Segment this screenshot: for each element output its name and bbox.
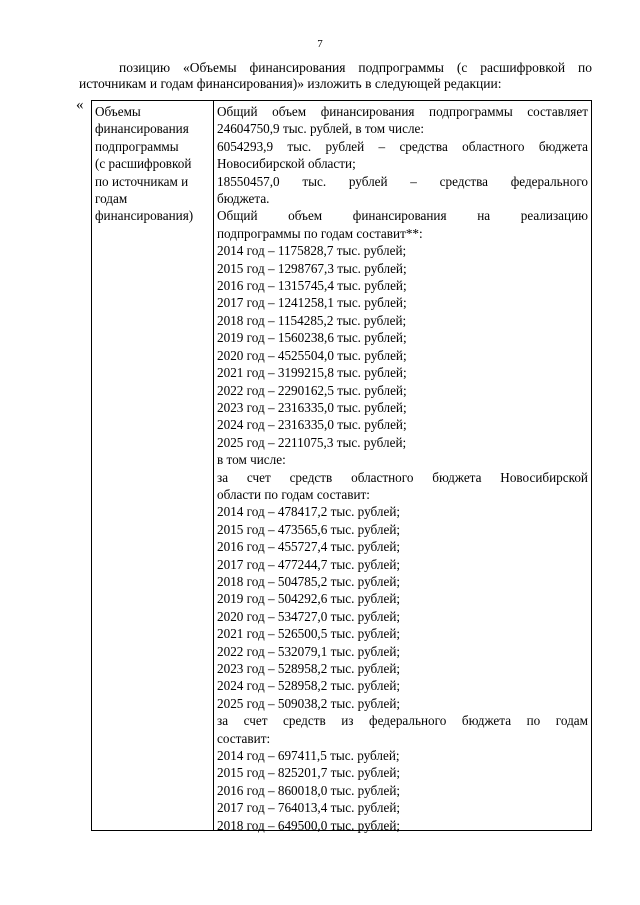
total-years-list [217, 242, 588, 451]
regional-line-1: 6054293,9 тыс. рублей – средства областного бюджета [217, 138, 588, 154]
federal-heading-line-1: за счет средств из федерального бюджета по годам [217, 713, 588, 729]
regional-heading-line-2: области по годам составит: [217, 486, 370, 502]
federal-year-item: 2015 год – 825201,7 тыс. рублей; [217, 765, 401, 781]
total-year-item: 2020 год – 4525504,0 тыс. рублей; [217, 347, 407, 363]
federal-line-2: бюджета. [217, 191, 270, 207]
table-left-cell [92, 101, 214, 830]
regional-year-item: 2015 год – 473565,6 тыс. рублей; [217, 521, 401, 537]
federal-heading-line-2: составит: [217, 730, 271, 746]
by-years-line-2: подпрограммы по годам составит**: [217, 225, 423, 241]
left-cell-line: (с расшифровкой [95, 156, 192, 172]
regional-year-item: 2016 год – 455727,4 тыс. рублей; [217, 539, 401, 555]
federal-year-item: 2016 год – 860018,0 тыс. рублей; [217, 782, 401, 798]
intro-paragraph: позицию «Объемы финансирования подпрограммы (с расшифровкой по источникам и годам финансирования)» изложить в следующей редакции: [79, 60, 592, 91]
total-year-item: 2019 год – 1560238,6 тыс. рублей; [217, 330, 407, 346]
federal-year-item: 2018 год – 649500,0 тыс. рублей; [217, 817, 401, 833]
regional-year-item: 2020 год – 534727,0 тыс. рублей; [217, 608, 401, 624]
regional-year-item: 2019 год – 504292,6 тыс. рублей; [217, 591, 401, 607]
by-years-line-1: Общий объем финансирования на реализацию [217, 208, 588, 224]
total-year-item: 2017 год – 1241258,1 тыс. рублей; [217, 295, 407, 311]
regional-year-item: 2023 год – 528958,2 тыс. рублей; [217, 661, 401, 676]
federal-year-item: 2017 год – 764013,4 тыс. рублей; [217, 800, 401, 816]
total-line-1: Общий объем финансирования подпрограммы составляет [217, 104, 588, 119]
regional-years-list [217, 503, 588, 712]
regional-year-item: 2018 год – 504785,2 тыс. рублей; [217, 573, 401, 589]
total-line-2: 24604750,9 тыс. рублей, в том числе: [217, 121, 425, 137]
regional-year-item: 2025 год – 509038,2 тыс. рублей; [217, 695, 401, 711]
total-year-item: 2024 год – 2316335,0 тыс. рублей; [217, 417, 407, 433]
total-year-item: 2015 год – 1298767,3 тыс. рублей; [217, 260, 407, 276]
left-cell-line: годам [95, 191, 128, 207]
left-cell-line: по источникам и [95, 173, 189, 189]
total-year-item: 2016 год – 1315745,4 тыс. рублей; [217, 278, 407, 294]
left-cell-line: финансирования [95, 121, 189, 137]
total-year-item: 2022 год – 2290162,5 тыс. рублей; [217, 382, 407, 398]
including-label: в том числе: [217, 452, 286, 468]
federal-year-item: 2014 год – 697411,5 тыс. рублей; [217, 748, 400, 764]
regional-year-item: 2014 год – 478417,2 тыс. рублей; [217, 504, 401, 520]
regional-line-2: Новосибирской области; [217, 156, 356, 172]
regional-heading-line-1: за счет средств областного бюджета Новосибирской [217, 469, 588, 485]
table-right-cell [214, 101, 591, 833]
total-year-item: 2018 год – 1154285,2 тыс. рублей; [217, 312, 407, 328]
federal-years-list [217, 747, 588, 834]
left-cell-line: финансирования) [95, 208, 194, 224]
regional-year-item: 2022 год – 532079,1 тыс. рублей; [217, 643, 401, 659]
page-number: 7 [317, 38, 323, 50]
federal-line-1: 18550457,0 тыс. рублей – средства федерального [217, 173, 588, 189]
total-year-item: 2014 год – 1175828,7 тыс. рублей; [217, 243, 407, 259]
total-year-item: 2023 год – 2316335,0 тыс. рублей; [217, 399, 407, 415]
regional-year-item: 2024 год – 528958,2 тыс. рублей; [217, 678, 401, 694]
left-cell-line: подпрограммы [95, 138, 179, 154]
regional-year-item: 2017 год – 477244,7 тыс. рублей; [217, 556, 401, 572]
opening-quote: « [76, 97, 84, 113]
regional-year-item: 2021 год – 526500,5 тыс. рублей; [217, 626, 401, 642]
financing-table [91, 100, 592, 831]
left-cell-line: Объемы [95, 104, 141, 119]
total-year-item: 2021 год – 3199215,8 тыс. рублей; [217, 365, 407, 381]
total-year-item: 2025 год – 2211075,3 тыс. рублей; [217, 434, 407, 450]
